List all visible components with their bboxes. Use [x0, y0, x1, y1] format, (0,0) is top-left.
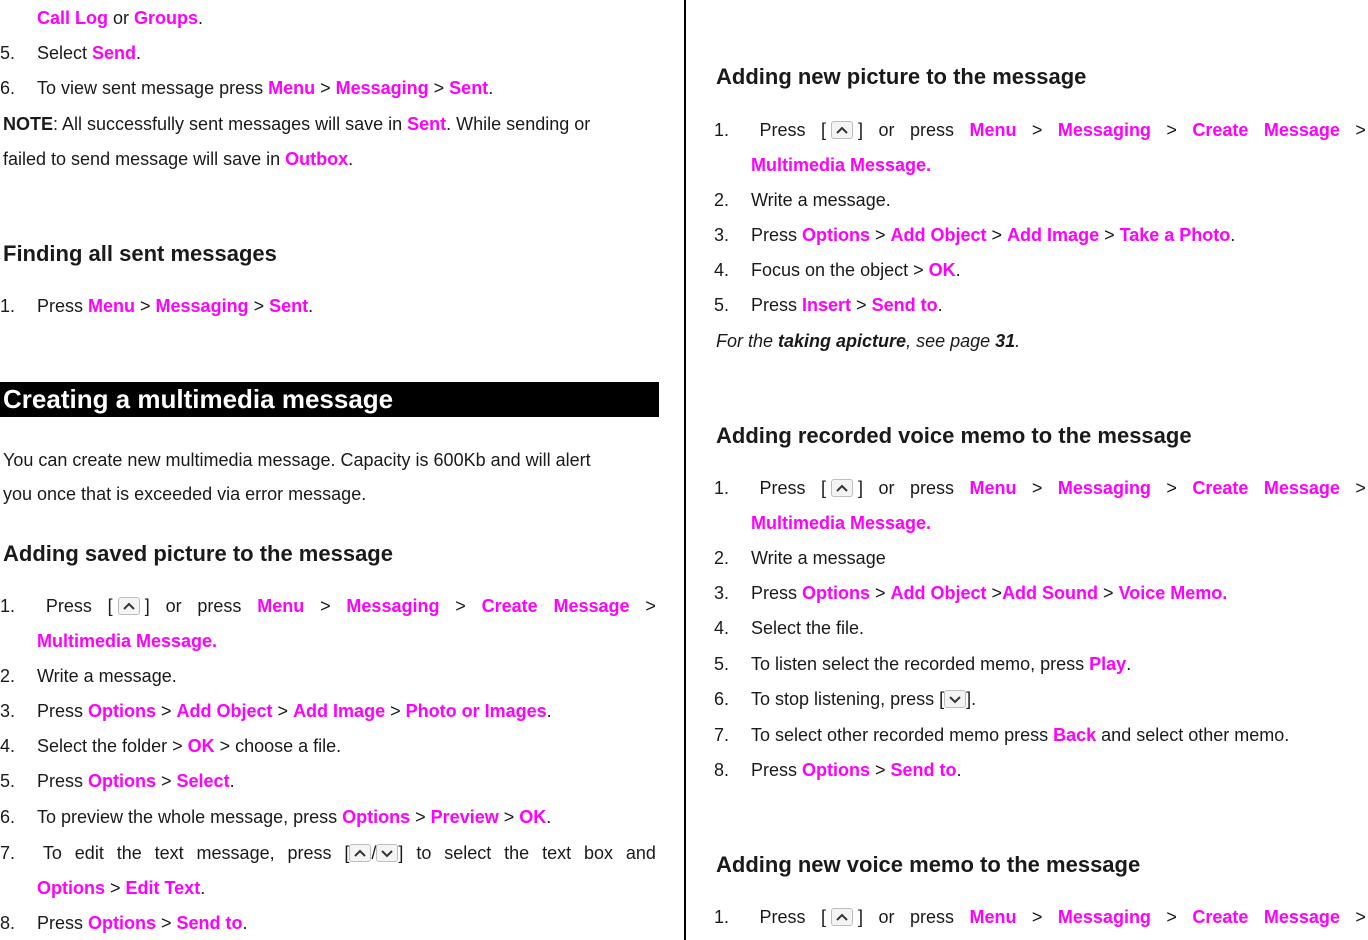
step-6 [0, 77, 493, 99]
text: and select other memo. [1096, 725, 1290, 745]
text: [ [107, 596, 113, 616]
heading-saved-picture: Adding saved picture to the message [3, 541, 393, 566]
keyword: Add Image [293, 701, 386, 721]
text: > [272, 701, 294, 721]
step-number: 1. [714, 120, 730, 140]
keyword: Message [1263, 907, 1340, 927]
keyword: Messaging [346, 596, 440, 616]
keyword: Message [553, 596, 630, 616]
text: press [909, 120, 954, 140]
text: . [937, 295, 943, 315]
keyword: Menu [268, 78, 316, 98]
text: > [105, 878, 126, 898]
keyword: Insert [802, 295, 852, 315]
text: . [198, 8, 204, 28]
text: edit [74, 843, 104, 863]
text: text [154, 843, 184, 863]
keyword: Sent [449, 78, 489, 98]
text: > [870, 225, 891, 245]
step-number: 2. [0, 666, 16, 686]
up-arrow-key-icon [831, 121, 853, 139]
keyword: Messaging [155, 296, 249, 316]
keyword: Create [1192, 120, 1249, 140]
text: To preview the whole message, press [37, 807, 343, 827]
newpic-step-2 [714, 189, 891, 211]
heading-recorded-voice: Adding recorded voice memo to the message [716, 423, 1192, 448]
text: Press [759, 120, 806, 140]
text: . [955, 260, 961, 280]
text: failed to send message will save in [3, 149, 286, 169]
recvoice-step-5 [714, 653, 1131, 675]
section-banner: Creating a multimedia message [0, 382, 659, 417]
text: the [116, 843, 142, 863]
text: To listen select the recorded memo, press [751, 654, 1090, 674]
text: [ [344, 843, 350, 863]
recvoice-step-1 [714, 477, 1366, 499]
step-number: 6. [0, 78, 16, 98]
text: To select other recorded memo press [751, 725, 1054, 745]
text: > [1099, 225, 1120, 245]
note-label: NOTE [3, 114, 54, 134]
recvoice-step-6 [714, 688, 976, 710]
text: > [1166, 120, 1177, 140]
key-bracket [821, 477, 863, 499]
page-number: 31 [995, 331, 1016, 351]
step-number: 1. [0, 296, 16, 316]
text: : All successfully sent messages will save in [53, 114, 408, 134]
up-arrow-key-icon [118, 597, 140, 615]
text: ]. [966, 689, 977, 709]
keyword: Message [1263, 120, 1340, 140]
finding-step-1 [0, 295, 313, 317]
saved-step-4 [0, 735, 341, 757]
keyword: Add Object [176, 701, 273, 721]
keyword: Options [88, 701, 157, 721]
step-number: 5. [0, 771, 16, 791]
keyword: Add Image [1007, 225, 1100, 245]
keyword: Send to [890, 760, 957, 780]
step-number: 4. [0, 736, 16, 756]
text: message, [196, 843, 275, 863]
step-number: 6. [0, 807, 16, 827]
column-divider [684, 0, 686, 940]
up-arrow-key-icon [831, 908, 853, 926]
text: ] [858, 907, 864, 927]
text: . While sending or [446, 114, 591, 134]
text: or [878, 907, 895, 927]
recvoice-step-4 [714, 617, 864, 639]
step-number: 5. [714, 295, 730, 315]
keyword: Menu [257, 596, 305, 616]
keyword: Menu [969, 907, 1017, 927]
step-number: 3. [714, 225, 730, 245]
note-line-1 [3, 113, 590, 135]
text: Press [759, 478, 806, 498]
text: Press [751, 583, 803, 603]
text: > [455, 596, 466, 616]
text: Write a message. [751, 190, 891, 210]
text: or [108, 8, 135, 28]
keyword: Create [1192, 907, 1249, 927]
text: > [498, 807, 520, 827]
keyword: Select [176, 771, 230, 791]
text: . [136, 43, 142, 63]
saved-step-7 [0, 842, 656, 864]
step-number: 8. [0, 913, 16, 933]
page-reference [716, 330, 1020, 352]
heading-finding-sent: Finding all sent messages [3, 241, 277, 266]
keyword: OK [187, 736, 215, 756]
newpic-step-4 [714, 259, 961, 281]
keyword: Preview [430, 807, 499, 827]
text: ] [144, 596, 150, 616]
text: > [870, 760, 891, 780]
text: . [1126, 654, 1132, 674]
text: > [428, 78, 450, 98]
intro-line-2: you once that is exceeded via error message. [3, 484, 367, 504]
text: . [956, 760, 962, 780]
keyword: Messaging [335, 78, 429, 98]
newvoice-step-1 [714, 906, 1366, 928]
text: [ [820, 907, 826, 927]
text: Press [759, 907, 806, 927]
recvoice-step-3 [714, 582, 1227, 604]
text: > [1031, 478, 1043, 498]
key-bracket [821, 119, 863, 141]
text: . [308, 296, 314, 316]
text: Press [751, 760, 803, 780]
newpic-step-3 [714, 224, 1235, 246]
text: to [416, 843, 432, 863]
step-number: 1. [0, 596, 16, 616]
text: or [878, 478, 895, 498]
recvoice-step-7 [714, 724, 1289, 746]
step-number: 7. [714, 725, 730, 745]
down-arrow-key-icon [944, 690, 966, 708]
text: To [42, 843, 62, 863]
keyword: Send [92, 43, 137, 63]
keyword: Messaging [1057, 907, 1151, 927]
keyword: Add Sound [1002, 583, 1099, 603]
saved-step-5 [0, 770, 235, 792]
text: > [248, 296, 270, 316]
keyword: Take a Photo [1119, 225, 1231, 245]
keyword: Messaging [1057, 120, 1151, 140]
step-number: 4. [714, 618, 730, 638]
text: . [348, 149, 354, 169]
text: ] [398, 843, 404, 863]
keyword: Message [1263, 478, 1340, 498]
text: > [1355, 120, 1366, 140]
recvoice-step-2 [714, 547, 886, 569]
newpic-step-5 [714, 294, 943, 316]
text: > [851, 295, 872, 315]
keyword: Photo or Images [405, 701, 547, 721]
text: Select [37, 43, 93, 63]
recvoice-step-1-cont: Multimedia Message. [751, 513, 932, 533]
text: . [546, 807, 552, 827]
down-arrow-key-icon [376, 844, 398, 862]
text: > [156, 913, 177, 933]
text: [ [820, 478, 826, 498]
text: For the [716, 331, 779, 351]
keyword: Play [1089, 654, 1127, 674]
text: ] [858, 478, 864, 498]
keyword: Create [481, 596, 538, 616]
text: > [156, 771, 177, 791]
keyword: Menu [969, 120, 1017, 140]
text: [ [820, 120, 826, 140]
text: or [165, 596, 182, 616]
text: > [156, 701, 177, 721]
up-arrow-key-icon [831, 479, 853, 497]
keyword: OK [928, 260, 956, 280]
ref-topic: taking apicture [778, 331, 907, 351]
keyword: Add Object [890, 583, 987, 603]
keyword: Create [1192, 478, 1249, 498]
text: Write a message [751, 548, 886, 568]
text: press [287, 843, 332, 863]
text: Press [751, 225, 803, 245]
intro-line-1: You can create new multimedia message. Capacity is 600Kb and will alert [3, 450, 591, 470]
text: > [385, 701, 406, 721]
text: > [645, 596, 656, 616]
text: press [909, 907, 954, 927]
heading-new-picture: Adding new picture to the message [716, 64, 1087, 89]
step-number: 6. [714, 689, 730, 709]
text: > [986, 225, 1008, 245]
text: Focus on the object > [751, 260, 929, 280]
step-number: 5. [0, 43, 16, 63]
step-number: 2. [714, 548, 730, 568]
step-number: 3. [0, 701, 16, 721]
text: . [1230, 225, 1236, 245]
text: press [197, 596, 242, 616]
keyword: Edit Text [125, 878, 201, 898]
step-number: 1. [714, 907, 730, 927]
keyword: Messaging [1057, 478, 1151, 498]
keyword: Add Object [890, 225, 987, 245]
step-number: 2. [714, 190, 730, 210]
text: > [1031, 120, 1043, 140]
keyword: Options [88, 913, 157, 933]
text: the [504, 843, 530, 863]
text: , see page [906, 331, 996, 351]
text: press [909, 478, 954, 498]
text: > [135, 296, 156, 316]
step-number: 5. [714, 654, 730, 674]
keyword: Sent [269, 296, 309, 316]
keyword: Send to [871, 295, 938, 315]
text: > [1355, 478, 1366, 498]
saved-step-6 [0, 806, 551, 828]
saved-step-1-cont: Multimedia Message. [37, 631, 218, 651]
step-number: 3. [714, 583, 730, 603]
text: . [200, 878, 206, 898]
step-5 [0, 42, 141, 64]
key-bracket [821, 906, 863, 928]
text: > [1355, 907, 1366, 927]
text: / [371, 843, 377, 863]
text: Press [37, 701, 89, 721]
saved-step-7-cont [37, 877, 205, 899]
key-bracket [344, 842, 403, 864]
text: > [1098, 583, 1119, 603]
step-number: 8. [714, 760, 730, 780]
keyword: Menu [88, 296, 136, 316]
keyword: Options [802, 225, 871, 245]
text: Press [45, 596, 92, 616]
keyword: Outbox [285, 149, 349, 169]
text: To stop listening, press [ [751, 689, 945, 709]
text: . [242, 913, 248, 933]
keyword: Options [342, 807, 411, 827]
text: Press [37, 771, 89, 791]
text: > [986, 583, 1003, 603]
text: . [1015, 331, 1021, 351]
text: > choose a file. [214, 736, 342, 756]
text: box [583, 843, 614, 863]
text: Write a message. [37, 666, 177, 686]
text: Select the file. [751, 618, 865, 638]
text: > [410, 807, 431, 827]
newpic-step-1 [714, 119, 1366, 141]
text: Press [37, 913, 89, 933]
continued-step [37, 7, 203, 29]
text: > [1031, 907, 1043, 927]
link-call-log: Call Log [37, 8, 108, 28]
keyword: Back [1053, 725, 1097, 745]
keyword: OK [519, 807, 547, 827]
keyword: Voice Memo. [1118, 583, 1228, 603]
step-number: 1. [714, 478, 730, 498]
saved-step-1 [0, 595, 656, 617]
text: . [488, 78, 494, 98]
newpic-step-1-cont: Multimedia Message. [751, 155, 932, 175]
keyword: Options [88, 771, 157, 791]
text: To view sent message press [37, 78, 269, 98]
saved-step-3 [0, 700, 552, 722]
step-number: 4. [714, 260, 730, 280]
text: Press [37, 296, 89, 316]
recvoice-step-8 [714, 759, 962, 781]
step-number: 7. [0, 843, 16, 863]
heading-new-voice: Adding new voice memo to the message [716, 852, 1141, 877]
note-line-2 [3, 148, 353, 170]
text: > [1166, 907, 1177, 927]
saved-step-2 [0, 665, 177, 687]
text: ] [858, 120, 864, 140]
key-bracket [108, 595, 150, 617]
text: . [229, 771, 235, 791]
keyword: Options [37, 878, 105, 898]
text: Press [751, 295, 803, 315]
keyword: Send to [176, 913, 243, 933]
keyword: Options [802, 760, 871, 780]
text: > [870, 583, 891, 603]
keyword: Sent [407, 114, 447, 134]
text: text [542, 843, 572, 863]
text: and [625, 843, 656, 863]
link-groups: Groups [134, 8, 199, 28]
text: > [315, 78, 336, 98]
up-arrow-key-icon [349, 844, 371, 862]
text: or [878, 120, 895, 140]
saved-step-8 [0, 912, 248, 934]
text: Select the folder > [37, 736, 188, 756]
text: . [546, 701, 552, 721]
text: > [1166, 478, 1177, 498]
text: > [320, 596, 331, 616]
keyword: Options [802, 583, 871, 603]
keyword: Menu [969, 478, 1017, 498]
text: select [444, 843, 492, 863]
